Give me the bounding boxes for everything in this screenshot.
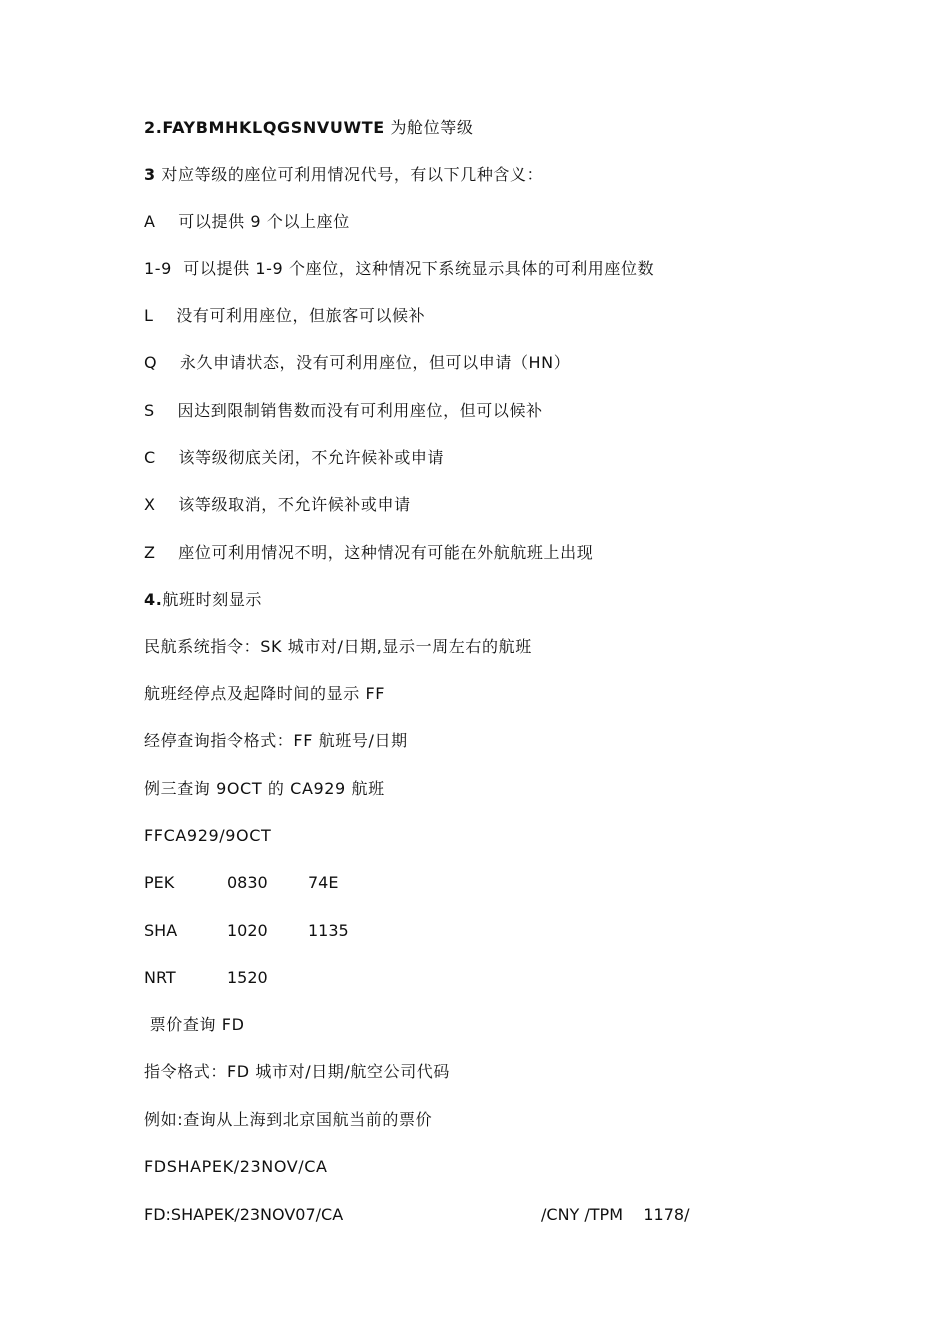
code-q-line: Q 永久申请状态，没有可利用座位，但可以申请（HN） bbox=[144, 353, 571, 372]
example-three-line: 例三查询 9OCT 的 CA929 航班 bbox=[144, 779, 385, 798]
stop-time-2: 74E bbox=[308, 873, 339, 892]
code-s-line: S 因达到限制销售数而没有可利用座位，但可以候补 bbox=[144, 401, 543, 420]
ff-command-example: FFCA929/9OCT bbox=[144, 826, 272, 845]
cabin-class-codes: 2.FAYBMHKLQGSNVUWTE bbox=[144, 118, 385, 137]
stop-city: NRT bbox=[144, 968, 176, 987]
fd-command-example: FDSHAPEK/23NOV/CA bbox=[144, 1157, 328, 1176]
ff-format-line: 经停查询指令格式：FF 航班号/日期 bbox=[144, 731, 408, 750]
code-a-line: A 可以提供 9 个以上座位 bbox=[144, 212, 350, 231]
schedule-number: 4. bbox=[144, 590, 163, 609]
code-c-line: C 该等级彻底关闭，不允许候补或申请 bbox=[144, 448, 445, 467]
availability-heading bbox=[144, 165, 543, 185]
stop-time-1: 1020 bbox=[227, 921, 268, 940]
ff-desc-line: 航班经停点及起降时间的显示 FF bbox=[144, 684, 386, 703]
availability-desc: 对应等级的座位可利用情况代号，有以下几种含义： bbox=[155, 165, 544, 184]
stop-time-1: 0830 bbox=[227, 873, 268, 892]
cabin-class-desc: 为舱位等级 bbox=[384, 118, 474, 137]
code-l-line: L 没有可利用座位，但旅客可以候补 bbox=[144, 306, 426, 325]
stop-time-2: 1135 bbox=[308, 921, 349, 940]
schedule-title: 航班时刻显示 bbox=[162, 590, 263, 609]
fd-example-desc: 例如:查询从上海到北京国航当前的票价 bbox=[144, 1110, 433, 1129]
code-1-9-line: 1-9 可以提供 1-9 个座位，这种情况下系统显示具体的可利用座位数 bbox=[144, 259, 655, 278]
stop-city: SHA bbox=[144, 921, 178, 940]
schedule-heading bbox=[144, 590, 262, 610]
code-x-line: X 该等级取消，不允许候补或申请 bbox=[144, 495, 411, 514]
code-z-line: Z 座位可利用情况不明，这种情况有可能在外航航班上出现 bbox=[144, 543, 594, 562]
fd-response-left: FD:SHAPEK/23NOV07/CA bbox=[144, 1205, 344, 1224]
availability-number: 3 bbox=[144, 165, 156, 184]
fare-query-heading: 票价查询 FD bbox=[144, 1015, 245, 1034]
stop-time-1: 1520 bbox=[227, 968, 268, 987]
cabin-class-heading bbox=[144, 118, 473, 138]
sk-command-line: 民航系统指令：SK 城市对/日期,显示一周左右的航班 bbox=[144, 637, 532, 656]
fd-response-right: /CNY /TPM 1178/ bbox=[541, 1205, 690, 1224]
fd-format-line: 指令格式：FD 城市对/日期/航空公司代码 bbox=[144, 1062, 450, 1081]
stop-city: PEK bbox=[144, 873, 175, 892]
